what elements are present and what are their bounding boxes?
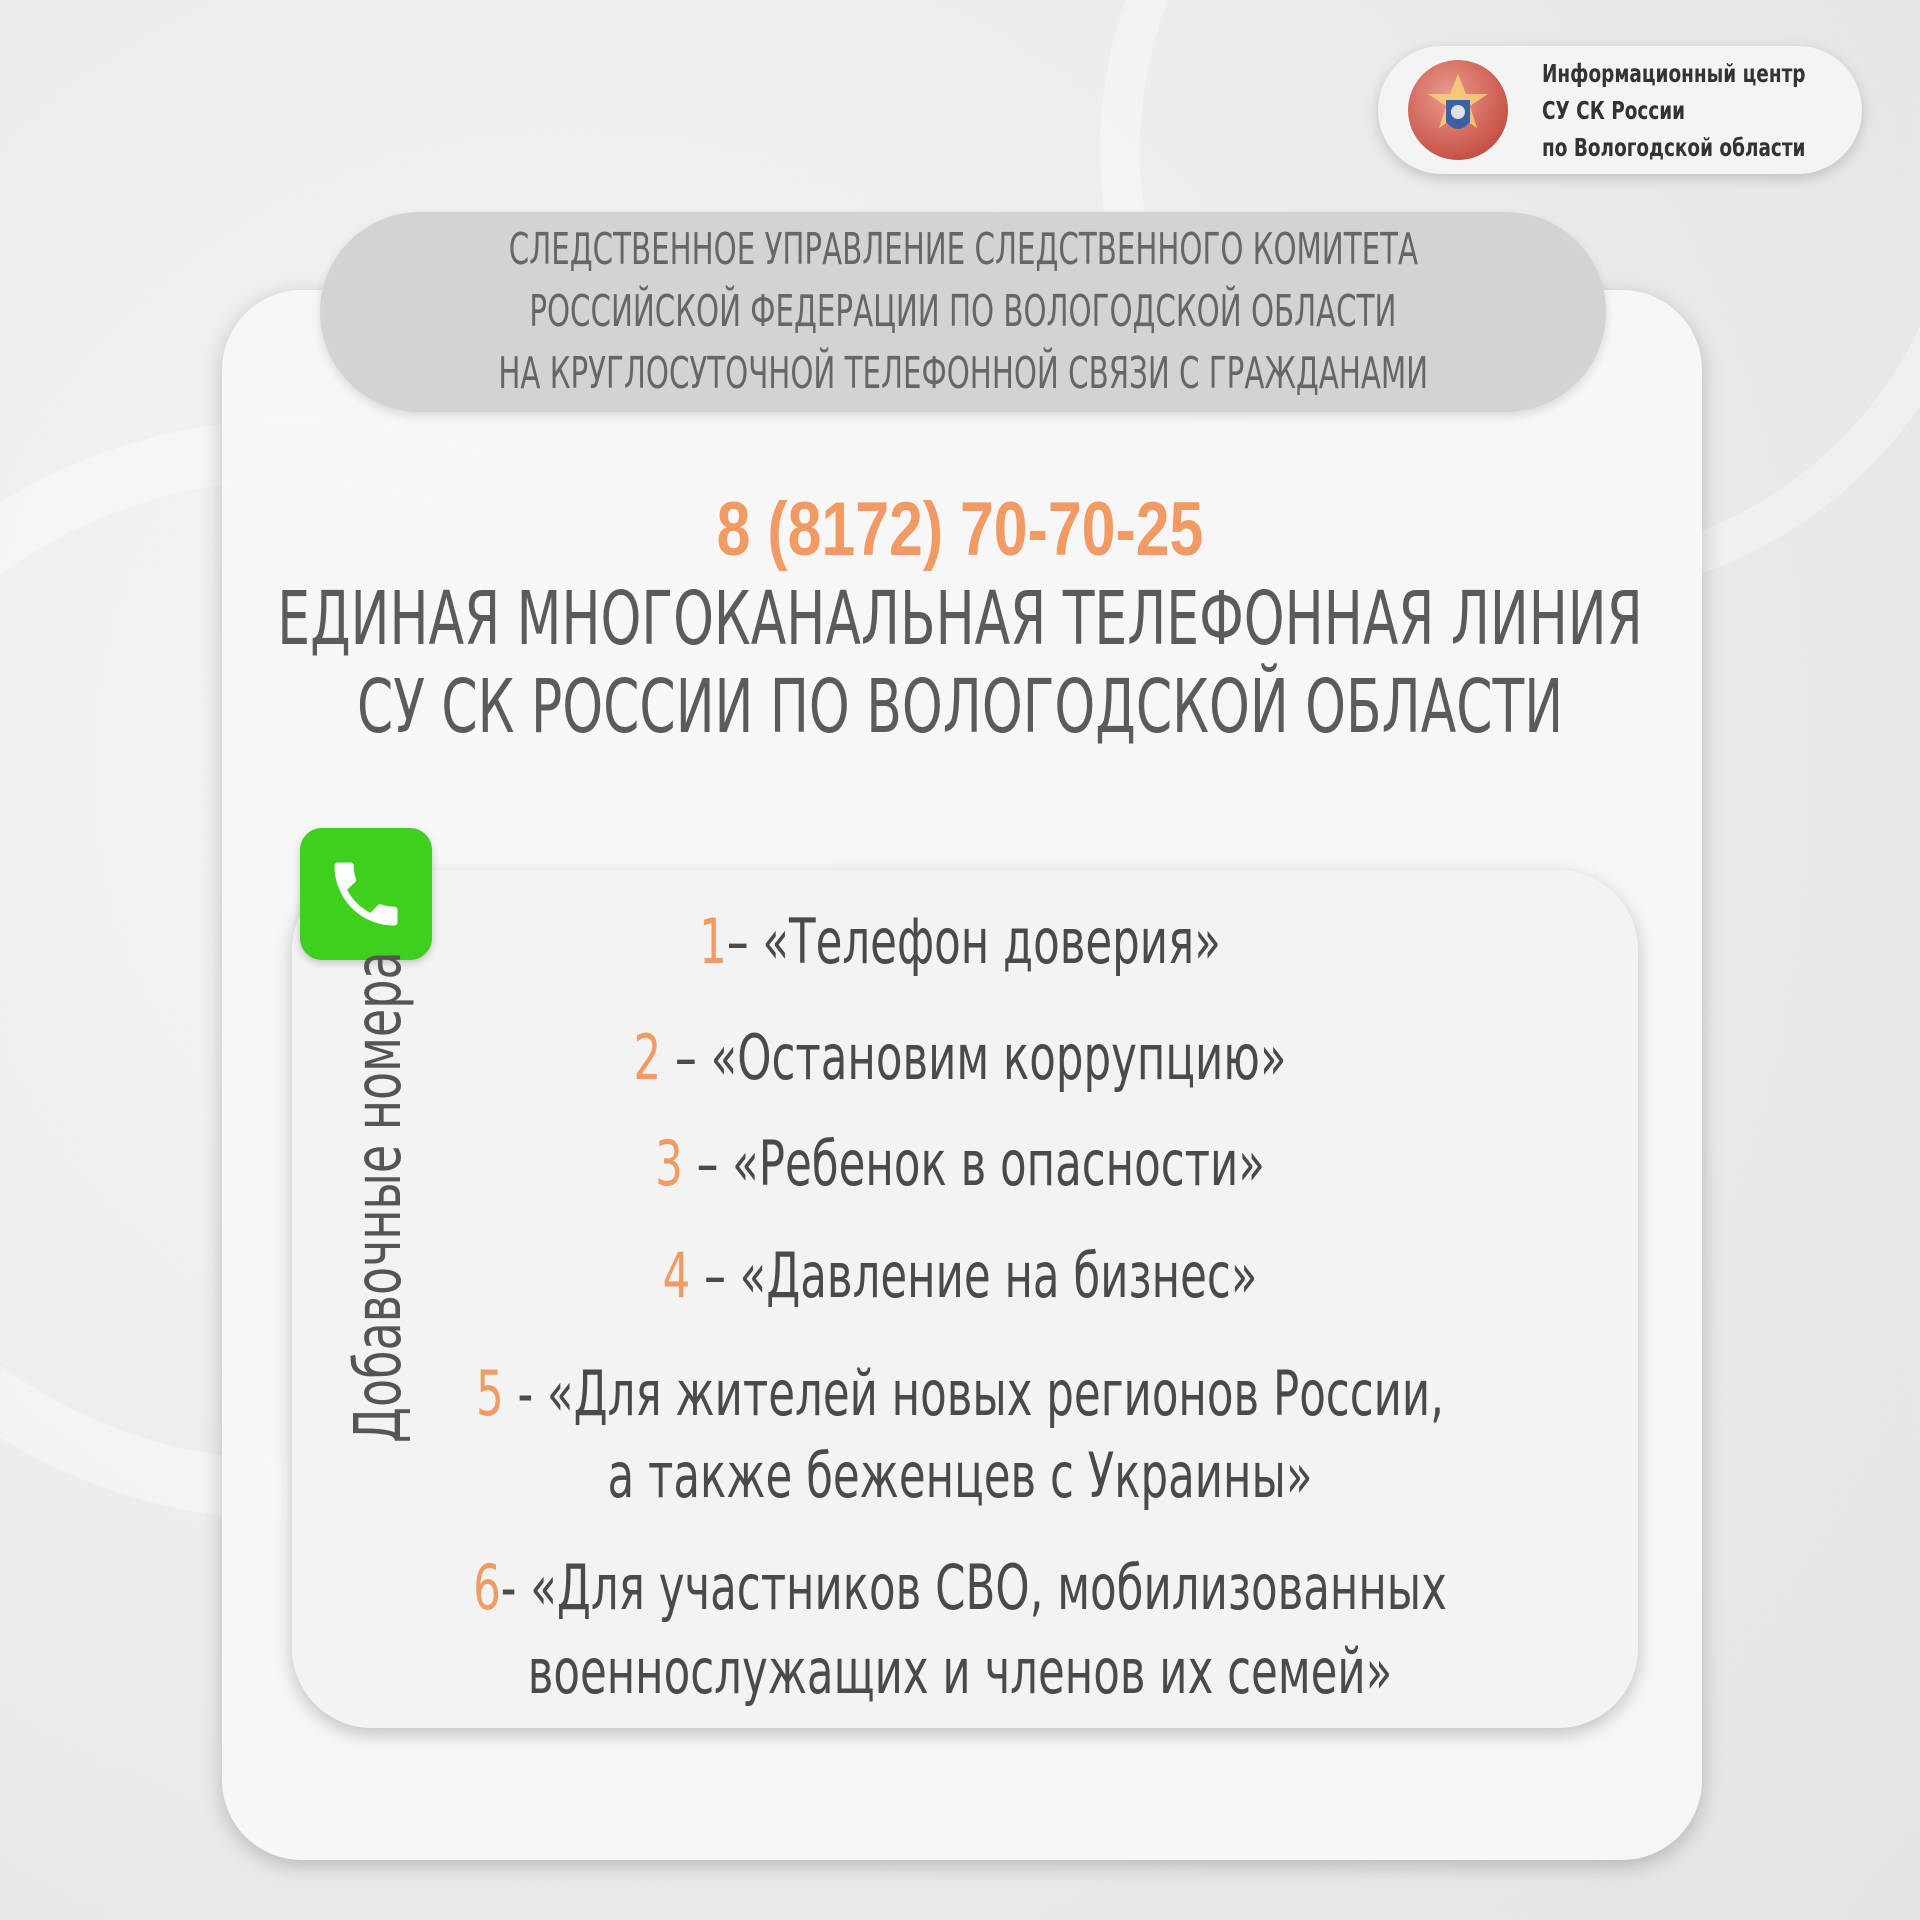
header-line: НА КРУГЛОСУТОЧНОЙ ТЕЛЕФОННОЙ СВЯЗИ С ГРАЖДАНАМИ bbox=[498, 348, 1428, 399]
badge-line: Информационный центр bbox=[1542, 58, 1806, 88]
extension-text: военнослужащих и членов их семей» bbox=[527, 1635, 1393, 1708]
extension-number: 3 bbox=[655, 1127, 683, 1200]
extension-text: «Остановим коррупцию» bbox=[710, 1021, 1287, 1094]
hotline-phone-number[interactable]: 8 (8172) 70-70-25 bbox=[716, 487, 1204, 572]
extension-separator: – bbox=[661, 1021, 711, 1094]
emblem-icon bbox=[1408, 60, 1508, 160]
extension-text: «Для участников СВО, мобилизованных bbox=[530, 1551, 1447, 1624]
extension-separator: – bbox=[726, 905, 763, 978]
hotline-title: СУ СК РОССИИ ПО ВОЛОГОДСКОЙ ОБЛАСТИ bbox=[356, 664, 1564, 750]
extension-separator: – bbox=[682, 1127, 733, 1200]
extension-number: 2 bbox=[633, 1021, 662, 1094]
extension-separator: – bbox=[690, 1239, 740, 1312]
badge-line: СУ СК России bbox=[1542, 95, 1686, 125]
extension-text: «Телефон доверия» bbox=[762, 905, 1221, 978]
extension-item-continued bbox=[211, 1632, 1709, 1712]
extension-separator: - bbox=[503, 1357, 548, 1430]
extension-item-continued bbox=[211, 1436, 1709, 1516]
badge-text bbox=[1542, 55, 1805, 166]
header-banner bbox=[320, 212, 1606, 412]
extension-item bbox=[211, 1236, 1709, 1316]
extension-text: «Давление на бизнес» bbox=[739, 1239, 1258, 1312]
extension-text: а также беженцев с Украины» bbox=[607, 1439, 1313, 1512]
extension-item bbox=[211, 902, 1709, 982]
extension-item bbox=[211, 1124, 1709, 1204]
badge-line: по Вологодской области bbox=[1542, 132, 1806, 162]
extension-number: 6 bbox=[473, 1551, 501, 1624]
extension-item bbox=[211, 1018, 1709, 1098]
hotline-title: ЕДИНАЯ МНОГОКАНАЛЬНАЯ ТЕЛЕФОННАЯ ЛИНИЯ bbox=[277, 576, 1643, 662]
header-line: РОССИЙСКОЙ ФЕДЕРАЦИИ ПО ВОЛОГОДСКОЙ ОБЛАСТИ bbox=[529, 286, 1397, 337]
extension-separator: - bbox=[500, 1551, 531, 1624]
extension-text: «Ребенок в опасности» bbox=[732, 1127, 1265, 1200]
extension-number: 4 bbox=[662, 1239, 691, 1312]
extension-item bbox=[211, 1354, 1709, 1434]
info-center-badge bbox=[1378, 46, 1862, 174]
extension-number: 5 bbox=[475, 1357, 504, 1430]
extension-text: «Для жителей новых регионов России, bbox=[547, 1357, 1444, 1430]
header-line: СЛЕДСТВЕННОЕ УПРАВЛЕНИЕ СЛЕДСТВЕННОГО КОМИТЕТА bbox=[508, 224, 1418, 275]
extension-item bbox=[211, 1548, 1709, 1628]
extensions-label-text: Добавочные номера bbox=[342, 951, 416, 1443]
extension-number: 1 bbox=[699, 905, 727, 978]
